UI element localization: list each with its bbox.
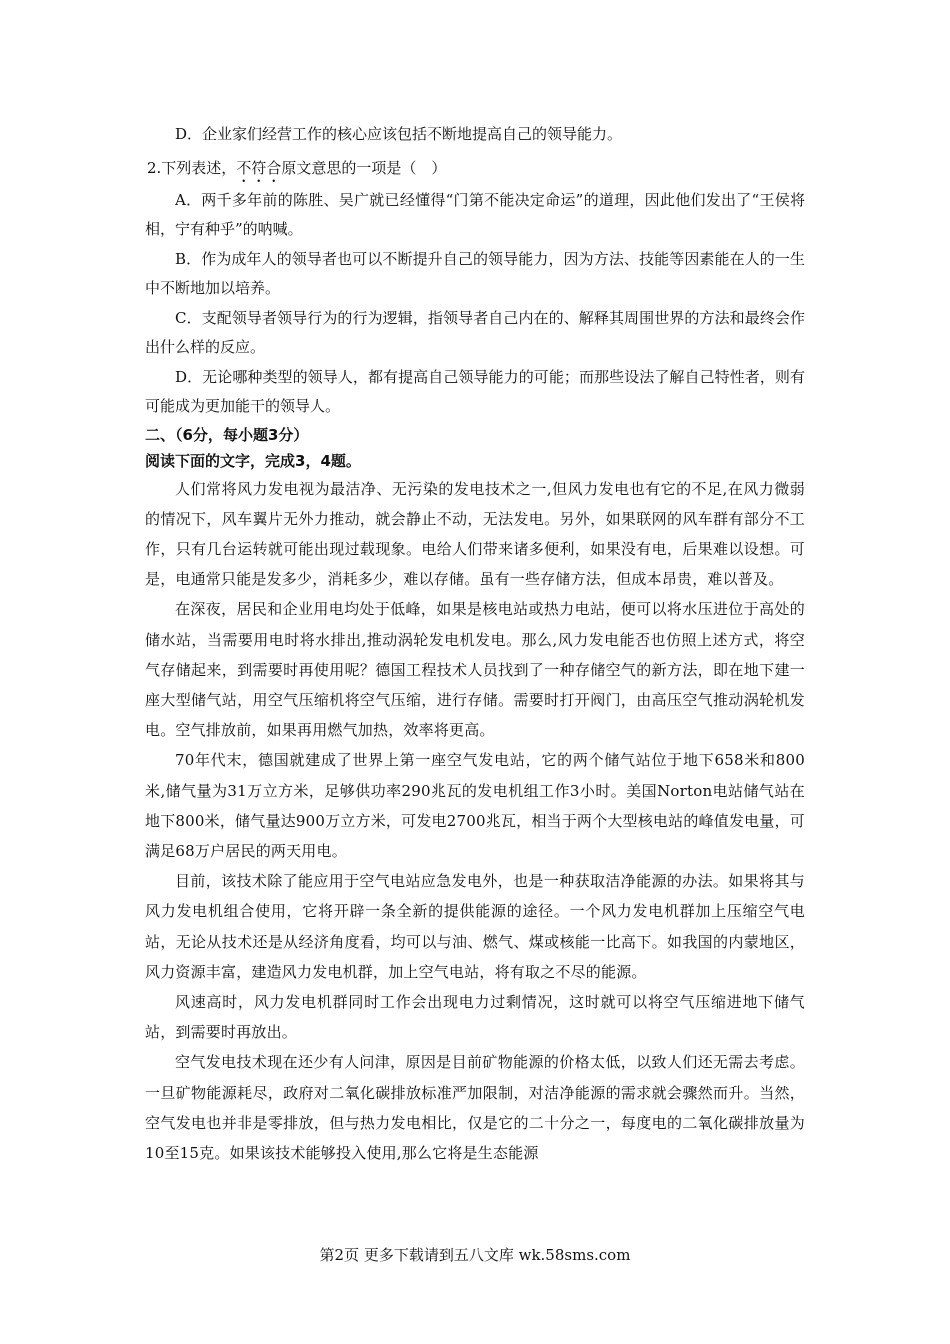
article-paragraph: 空气发电技术现在还少有人问津，原因是目前矿物能源的价格太低，以致人们还无需去考虑。一旦矿物能源耗尽，政府对二氧化碳排放标准严加限制，对洁净能源的需求就会骤然而升。当然，空气发电也并非是零排放，但与热力发电相比，仅是它的二十分之一，每度电的二氧化碳排放量为10至15克。如果该技术能够投入使用,那么它将是生态能源	[145, 1053, 805, 1162]
q2-stem-emphasis: 不符合	[236, 158, 282, 177]
article-paragraph: 在深夜，居民和企业用电均处于低峰，如果是核电站或热力电站，便可以将水压进位于高处的储水站，当需要用电时将水排出,推动涡轮发电机发电。那么,风力发电能否也仿照上述方式，将空气存储起来，到需要时再使用呢？德国工程技术人员找到了一种存储空气的新方法，即在地下建一座大型储气站，用空气压缩机将空气压缩，进行存储。需要时打开阀门，由高压空气推动涡轮机发电。空气排放前，如果再用燃气加热，效率将更高。	[145, 600, 805, 740]
q2-stem	[147, 154, 805, 186]
q2-stem-after: 原文意思的一项是（ ）	[281, 158, 447, 177]
document-page	[145, 116, 805, 1168]
article-paragraph: 风速高时，风力发电机群同时工作会出现电力过剩情况，这时就可以将空气压缩进地下储气站，到需要时再放出。	[145, 992, 805, 1042]
section-instruction: 阅读下面的文字，完成3，4题。	[145, 451, 361, 470]
q2-option-a: A．两千多年前的陈胜、吴广就已经懂得“门第不能决定命运”的道理，因此他们发出了“王侯将相，宁有种乎”的呐喊。	[145, 190, 805, 238]
page-footer: 第2页 更多下载请到五八文库 wk.58sms.com	[319, 1246, 631, 1264]
article-paragraph: 70年代末，德国就建成了世界上第一座空气发电站，它的两个储气站位于地下658米和800米,储气量为31万立方米，足够供功率290兆瓦的发电机组工作3小时。美国Norton电站储气站在地下800米，储气量达900万立方米，可发电2700兆瓦，相当于两个大型核电站的峰值发电量，可满足68万户居民的两天用电。	[145, 751, 805, 860]
q2-option-c: C．支配领导者领导行为的行为逻辑，指领导者自己内在的、解释其周围世界的方法和最终会作出什么样的反应。	[145, 308, 805, 356]
q2-option-d: D．无论哪种类型的领导人，都有提高自己领导能力的可能；而那些设法了解自己特性者，则有可能成为更加能干的领导人。	[145, 367, 805, 415]
article-paragraph: 目前，该技术除了能应用于空气电站应急发电外，也是一种获取洁净能源的办法。如果将其与风力发电机组合使用，它将开辟一条全新的提供能源的途径。一个风力发电机群加上压缩空气电站，无论从技术还是从经济角度看，均可以与油、燃气、煤或核能一比高下。如我国的内蒙地区，风力资源丰富，建造风力发电机群，加上空气电站，将有取之不尽的能源。	[145, 872, 805, 981]
q2-option-b: B．作为成年人的领导者也可以不断提升自己的领导能力，因为方法、技能等因素能在人的一生中不断地加以培养。	[145, 249, 805, 297]
article-paragraph: 人们常将风力发电视为最洁净、无污染的发电技术之一,但风力发电也有它的不足,在风力微弱的情况下，风车翼片无外力推动，就会静止不动，无法发电。另外，如果联网的风车群有部分不工作，只有几台运转就可能出现过载现象。电给人们带来诸多便利，如果没有电，后果难以设想。可是，电通常只能是发多少，消耗多少，难以存储。虽有一些存储方法，但成本昂贵，难以普及。	[145, 479, 805, 589]
q2-stem-before: 2.下列表述，	[147, 158, 237, 177]
q1-option-d: D．企业家们经营工作的核心应该包括不断地提高自己的领导能力。	[175, 125, 623, 143]
section-heading: 二、（6分，每小题3分）	[145, 425, 309, 444]
